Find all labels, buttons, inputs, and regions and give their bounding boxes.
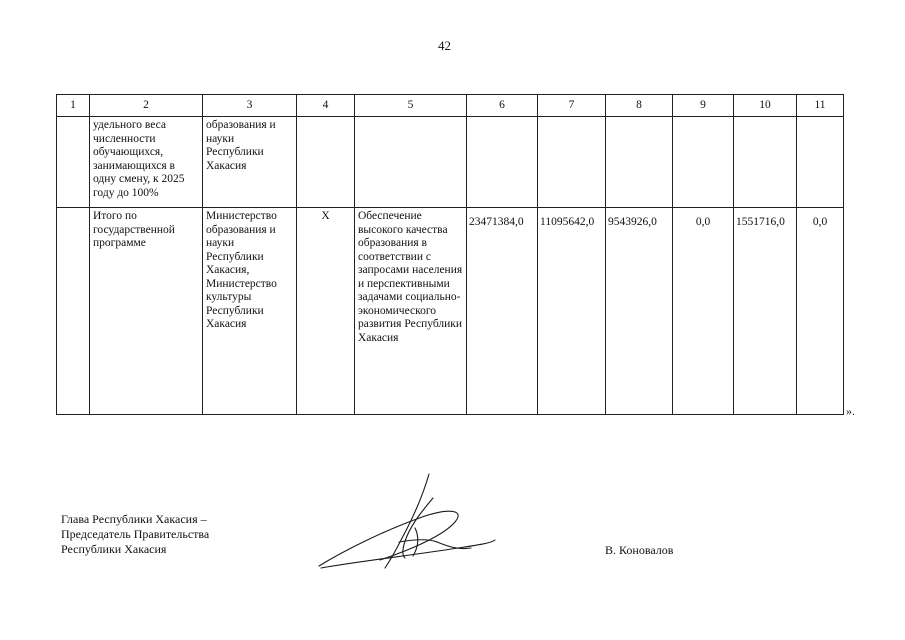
table-cell: [734, 117, 797, 208]
table-cell: [538, 117, 606, 208]
closing-quote: ».: [846, 404, 855, 418]
signer-title-line: Республики Хакасия: [61, 542, 167, 556]
amount-cell: 0,0: [797, 208, 844, 415]
header-cell: 3: [203, 95, 297, 117]
table-row-total: [57, 208, 844, 415]
page-number: 42: [438, 38, 451, 53]
header-cell: 5: [355, 95, 467, 117]
table-cell: [673, 117, 734, 208]
table-cell: [797, 117, 844, 208]
amount-cell: 9543926,0: [606, 208, 673, 415]
table-cell: [297, 117, 355, 208]
goal-cell: Обеспечение высокого качества образования в соответствии с запросами населения и перспективными задачами социально-экономического развития Республики Хакасия: [355, 208, 467, 415]
header-cell: 2: [90, 95, 203, 117]
amount-cell: 23471384,0: [467, 208, 538, 415]
handwritten-signature: [315, 470, 505, 575]
header-cell: 10: [734, 95, 797, 117]
header-cell: 7: [538, 95, 606, 117]
executor-cell: образования и науки Республики Хакасия: [203, 117, 297, 208]
header-cell: 8: [606, 95, 673, 117]
amount-cell: 11095642,0: [538, 208, 606, 415]
table-cell: [606, 117, 673, 208]
header-cell: 4: [297, 95, 355, 117]
program-table: [56, 94, 844, 415]
table-cell: [467, 117, 538, 208]
signer-title-line: Глава Республики Хакасия –: [61, 512, 207, 526]
signer-title-line: Председатель Правительства: [61, 527, 210, 541]
table-row: [57, 117, 844, 208]
amount-cell: 0,0: [673, 208, 734, 415]
table-cell: [57, 117, 90, 208]
indicator-text-cell: удельного веса численности обучающихся, занимающихся в одну смену, к 2025 году до 100%: [90, 117, 203, 208]
executors-cell: Министерство образования и науки Республики Хакасия, Министерство культуры Республики Хакасия: [203, 208, 297, 415]
table-header-row: [57, 95, 844, 117]
total-label-cell: Итого по государственной программе: [90, 208, 203, 415]
signer-name: В. Коновалов: [605, 543, 674, 557]
amount-cell: 1551716,0: [734, 208, 797, 415]
header-cell: 9: [673, 95, 734, 117]
marker-cell: Х: [297, 208, 355, 415]
header-cell: 1: [57, 95, 90, 117]
header-cell: 11: [797, 95, 844, 117]
table-cell: [355, 117, 467, 208]
header-cell: 6: [467, 95, 538, 117]
table-cell: [57, 208, 90, 415]
signer-title: [61, 512, 209, 557]
